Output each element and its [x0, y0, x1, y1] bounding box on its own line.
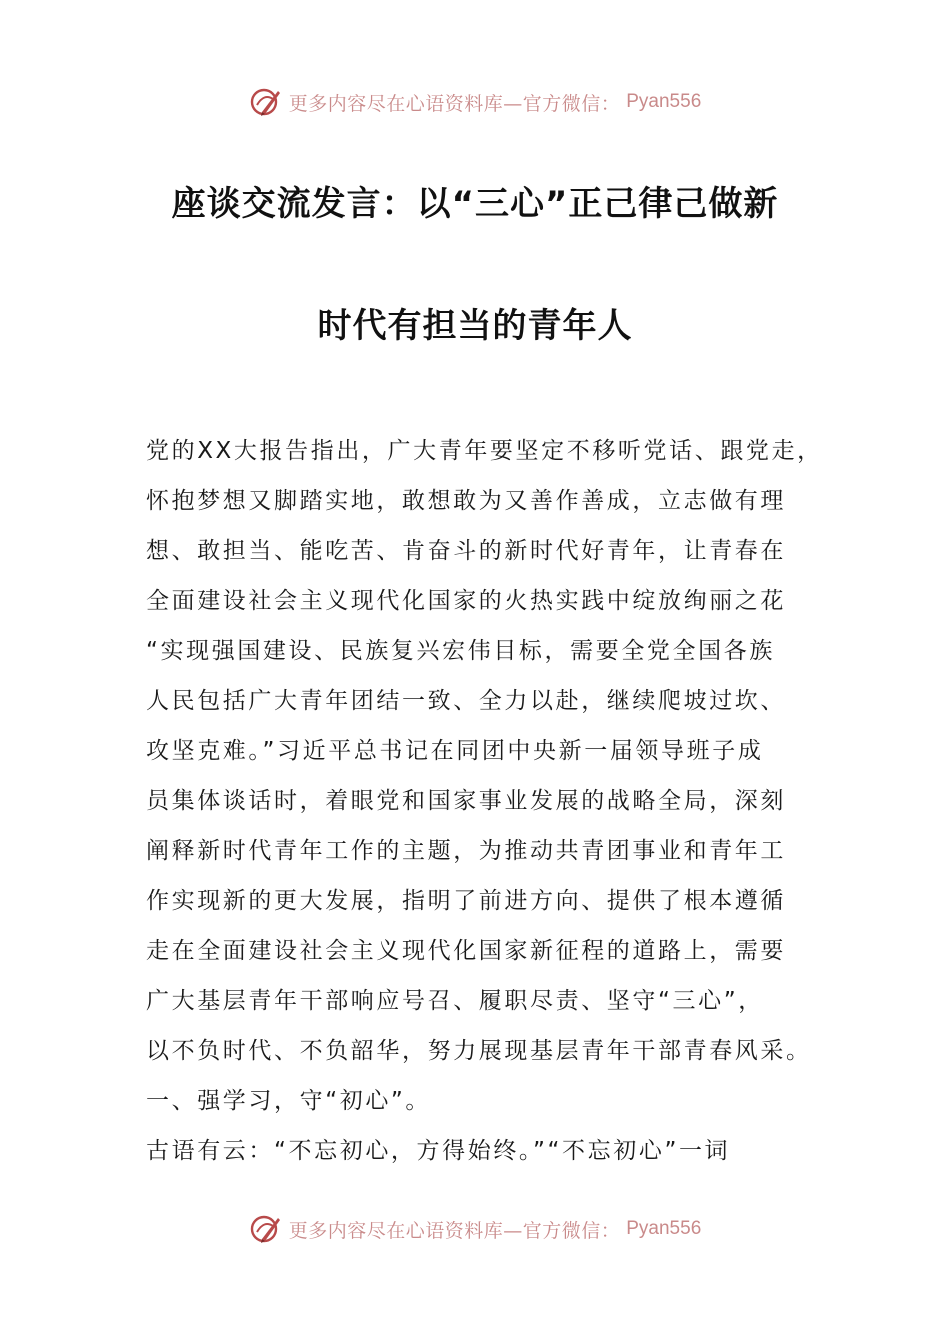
body-line: 人民包括广大青年团结一致、全力以赴，继续爬坡过坎、: [146, 688, 786, 714]
body-line: “实现强国建设、民族复兴宏伟目标，需要全党全国各族: [146, 638, 775, 664]
body-line: 作实现新的更大发展，指明了前进方向、提供了根本遵循: [146, 888, 786, 914]
header-banner: [0, 82, 950, 122]
footer-banner-text: 更多内容尽在心语资料库—官方微信：: [288, 1219, 621, 1242]
pen-swirl-logo-icon: [249, 85, 283, 119]
footer-banner-wechat-id: Pyan556: [626, 1218, 702, 1239]
body-line: 攻坚克难。”习近平总书记在同团中央新一届领导班子成: [146, 738, 764, 764]
header-banner-text: 更多内容尽在心语资料库—官方微信：: [288, 92, 621, 115]
document-body: [146, 426, 836, 1176]
body-line: 广大基层青年干部响应号召、履职尽责、坚守“三心”，: [146, 988, 764, 1014]
body-line: 以不负时代、不负韶华，努力展现基层青年干部青春风采。: [146, 1038, 812, 1064]
body-line: 阐释新时代青年工作的主题，为推动共青团事业和青年工: [146, 838, 786, 864]
pen-swirl-logo-icon: [249, 1212, 283, 1246]
body-line: 走在全面建设社会主义现代化国家新征程的道路上，需要: [146, 938, 786, 964]
header-banner-wechat-id: Pyan556: [626, 91, 702, 112]
body-line: 怀抱梦想又脚踏实地，敢想敢为又善作善成，立志做有理: [146, 488, 786, 514]
body-line: 古语有云：“不忘初心，方得始终。”“不忘初心”一词: [146, 1138, 731, 1164]
body-line: 党的XX大报告指出，广大青年要坚定不移听党话、跟党走，: [146, 438, 823, 464]
document-title-line-2: 时代有担当的青年人: [317, 306, 633, 346]
body-line: 想、敢担当、能吃苦、肯奋斗的新时代好青年，让青春在: [146, 538, 786, 564]
body-line: 员集体谈话时，着眼党和国家事业发展的战略全局，深刻: [146, 788, 786, 814]
body-line: 全面建设社会主义现代化国家的火热实践中绽放绚丽之花: [146, 588, 786, 614]
section-heading: 一、强学习，守“初心”。: [146, 1088, 432, 1114]
document-title-line-1: 座谈交流发言：以“三心”正己律己做新: [171, 184, 779, 224]
footer-banner: [0, 1209, 950, 1249]
